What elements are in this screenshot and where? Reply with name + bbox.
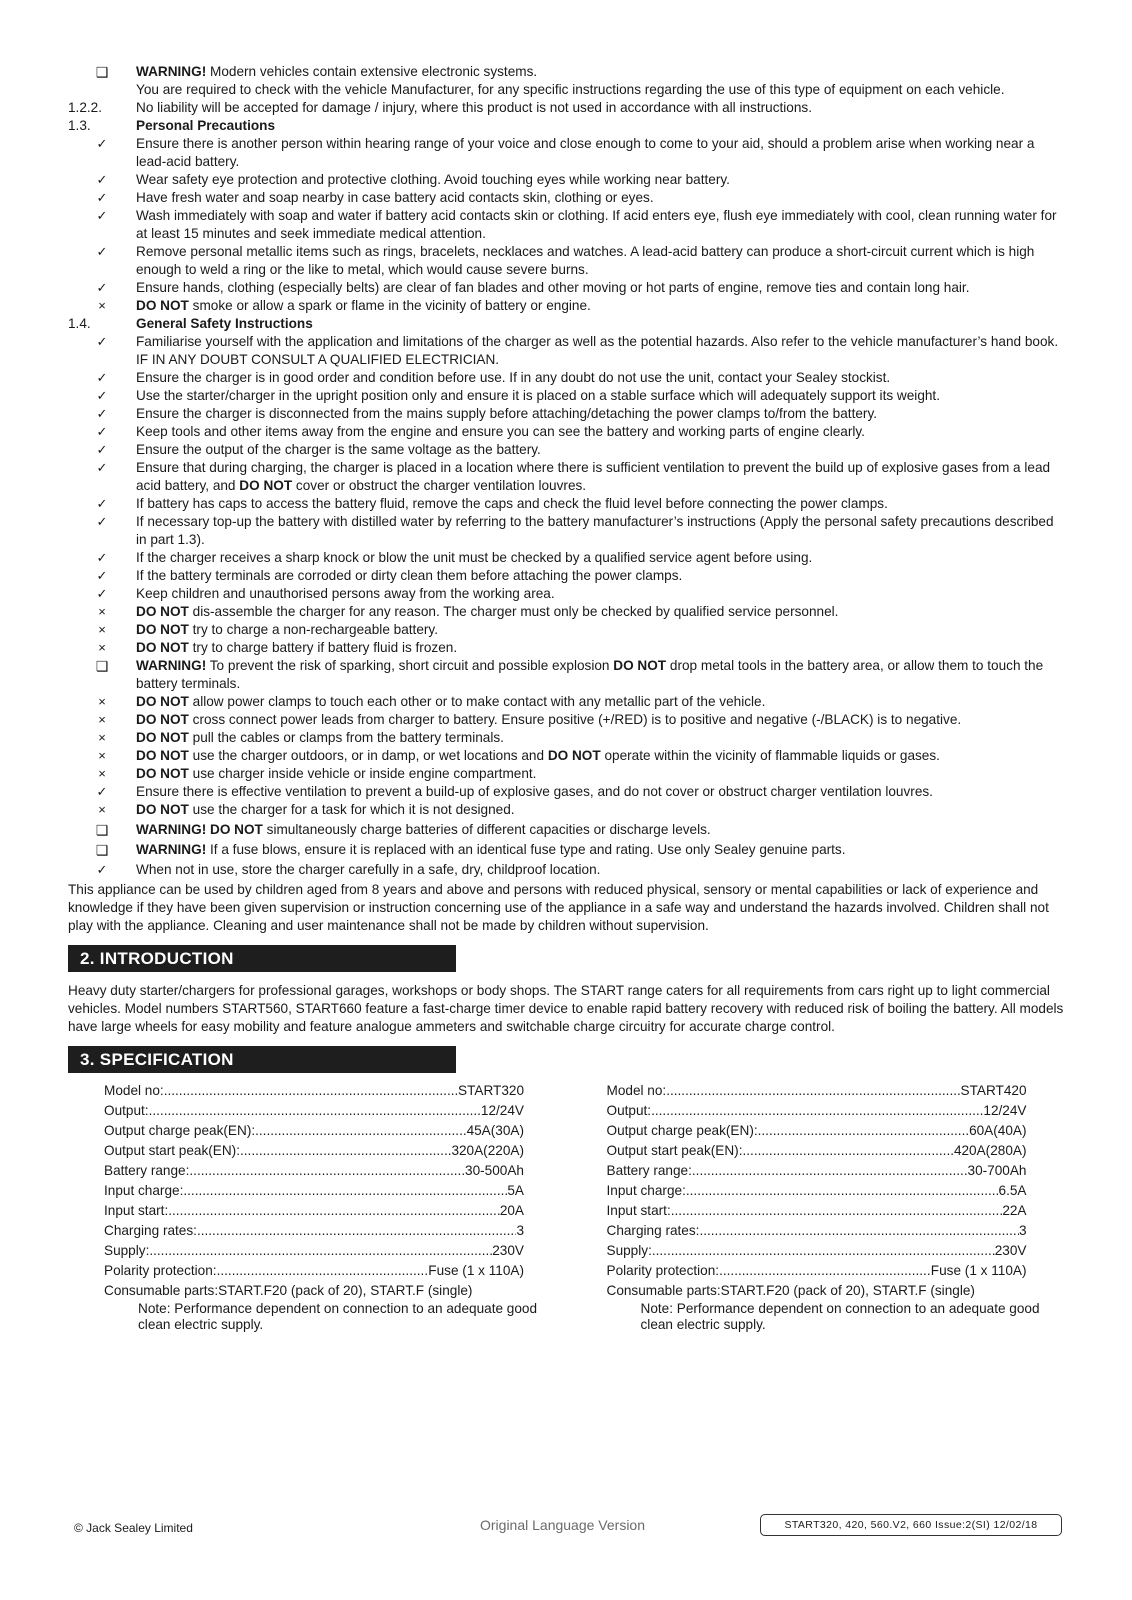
warning-item (68, 63, 1065, 99)
warning-item (68, 657, 1065, 693)
checkbox-icon: ❑ (95, 822, 109, 838)
list-item-text: cover or obstruct the charger ventilation louvres. (292, 478, 587, 493)
list-item-text: try to charge battery if battery fluid is frozen. (188, 640, 458, 655)
spec-key: Output: (606, 1103, 652, 1118)
spec-note: Note: Performance dependent on connection to an adequate good clean electric supply. (138, 1301, 538, 1332)
cross-icon: × (98, 748, 106, 763)
list-item-donot (68, 765, 1065, 783)
warning-text: To prevent the risk of sparking, short circuit and possible explosion (206, 658, 614, 673)
check-icon: ✓ (96, 784, 108, 799)
list-item-text: Familiarise yourself with the application and limitations of the charger as well as the potential hazards. Also refer to the vehicle manufacturer’s hand book. IF IN ANY DOUBT CONSULT A QUALIFIED ELECTRICIAN. (136, 334, 1059, 367)
do-not-label: DO NOT (239, 478, 293, 493)
consumable-parts: Consumable parts:START.F20 (pack of 20), START.F (single) (104, 1283, 473, 1298)
specification-heading: 3. SPECIFICATION (68, 1046, 456, 1073)
list-item-text: If the battery terminals are corroded or dirty clean them before attaching the power clamps. (136, 568, 683, 583)
check-icon: ✓ (96, 442, 108, 457)
list-item-text: Remove personal metallic items such as rings, bracelets, necklaces and watches. A lead-acid battery can produce a short-circuit current which is high enough to weld a ring or the like to metal, which would cause severe burns. (136, 244, 1035, 277)
warning-text: If a fuse blows, ensure it is replaced with an identical fuse type and rating. Use only Sealey genuine parts. (206, 842, 846, 857)
spec-row (607, 1161, 1027, 1181)
list-item (68, 495, 1065, 513)
check-icon: ✓ (96, 388, 108, 403)
list-item-donot (68, 621, 1065, 639)
check-icon: ✓ (96, 244, 108, 259)
list-item (68, 135, 1065, 171)
do-not-label: DO NOT (136, 802, 189, 817)
list-item-text: pull the cables or clamps from the battery terminals. (188, 730, 504, 745)
spec-key: Charging rates: (104, 1223, 197, 1238)
spec-value: 420A(280A) (953, 1143, 1027, 1158)
do-not-label: DO NOT (136, 730, 189, 745)
warning-text-2: You are required to check with the vehicle Manufacturer, for any specific instructions regarding the use of this type of equipment on each vehicle. (136, 82, 1005, 97)
copyright: © Jack Sealey Limited (74, 1521, 193, 1535)
cross-icon: × (98, 298, 106, 313)
do-not-label: DO NOT (136, 694, 189, 709)
spec-key: Output start peak(EN): (104, 1143, 240, 1158)
do-not-label: DO NOT (613, 658, 667, 673)
list-item-text: use charger inside vehicle or inside engine compartment. (188, 766, 537, 781)
warning-label: WARNING! (136, 842, 207, 857)
cross-icon: × (98, 802, 106, 817)
list-item (68, 189, 1065, 207)
do-not-label: DO NOT (136, 712, 189, 727)
list-item-text: dis-assemble the charger for any reason. The charger must only be checked by qualified service personnel. (188, 604, 839, 619)
section-1-2-2 (68, 99, 1065, 117)
do-not-label: DO NOT (136, 748, 189, 763)
check-icon: ✓ (96, 370, 108, 385)
spec-row (104, 1181, 524, 1201)
spec-key: Supply: (606, 1243, 652, 1258)
list-item (68, 369, 1065, 387)
list-item (68, 279, 1065, 297)
list-item-text: Ensure hands, clothing (especially belts) are clear of fan blades and other moving or hot parts of engine, remove ties and contain long hair. (136, 280, 970, 295)
cross-icon: × (98, 604, 106, 619)
check-icon: ✓ (96, 496, 108, 511)
spec-row (104, 1201, 524, 1221)
children-paragraph: This appliance can be used by children aged from 8 years and above and persons with reduced physical, sensory or mental capabilities or lack of experience and knowledge if they have been given supervision or instruction concerning use of the appliance in a safe way and understand the hazards involved. Children shall not play with the appliance. Cleaning and user maintenance shall not be made by children without supervision. (68, 882, 1049, 933)
list-item-text: Use the starter/charger in the upright position only and ensure it is placed on a stable surface which will adequately support its weight. (136, 388, 940, 403)
check-icon: ✓ (96, 586, 108, 601)
spec-key: Model no: (104, 1083, 164, 1098)
spec-value: 20A (499, 1203, 524, 1218)
specification-table (68, 1081, 1065, 1333)
list-item (68, 567, 1065, 585)
spec-key: Input start: (606, 1203, 671, 1218)
do-not-label: DO NOT (136, 298, 189, 313)
check-icon: ✓ (96, 550, 108, 565)
list-item-text: Ensure the output of the charger is the same voltage as the battery. (136, 442, 541, 457)
list-item-text: If necessary top-up the battery with distilled water by referring to the battery manufacturer’s instructions (Apply the personal safety precautions described in part 1.3). (136, 514, 1054, 547)
document-reference: START320, 420, 560.V2, 660 Issue:2(SI) 12/02/18 (760, 1514, 1062, 1536)
introduction-heading: 2. INTRODUCTION (68, 945, 456, 972)
section-1-4-heading (68, 315, 1065, 333)
spec-key: Polarity protection: (606, 1263, 720, 1278)
spec-key: Output start peak(EN): (606, 1143, 743, 1158)
list-item (68, 171, 1065, 189)
spec-row (607, 1181, 1027, 1201)
check-icon: ✓ (96, 862, 108, 877)
spec-key: Output: (104, 1103, 149, 1118)
check-icon: ✓ (96, 424, 108, 439)
spec-value: 5A (507, 1183, 524, 1198)
spec-value: 3 (516, 1223, 524, 1238)
check-icon: ✓ (96, 172, 108, 187)
list-item-text: Have fresh water and soap nearby in case battery acid contacts skin, clothing or eyes. (136, 190, 654, 205)
list-item (68, 423, 1065, 441)
warning-text: drop metal tools in the battery area, or allow them to touch the battery terminals. (136, 658, 1044, 691)
section-number: 1.4. (68, 316, 91, 331)
list-item-text: cross connect power leads from charger to battery. Ensure positive (+/RED) is to positive and negative (-/BLACK) is to negative. (188, 712, 962, 727)
list-item-text: Ensure that during charging, the charger is placed in a location where there is sufficient ventilation to prevent the build up of explosive gases from a lead acid battery, and (136, 460, 1051, 493)
list-item (68, 243, 1065, 279)
check-icon: ✓ (96, 280, 108, 295)
spec-row (607, 1141, 1027, 1161)
spec-key: Charging rates: (606, 1223, 700, 1238)
spec-row (607, 1241, 1027, 1261)
spec-row (104, 1101, 524, 1121)
spec-row (104, 1261, 524, 1281)
spec-key: Battery range: (606, 1163, 692, 1178)
spec-key: Input start: (104, 1203, 169, 1218)
spec-value: 22A (1002, 1203, 1027, 1218)
spec-row (607, 1221, 1027, 1241)
spec-row (607, 1261, 1027, 1281)
list-item-text: Keep children and unauthorised persons away from the working area. (136, 586, 555, 601)
do-not-label: DO NOT (136, 622, 189, 637)
list-item (68, 549, 1065, 567)
checkbox-icon: ❑ (95, 64, 109, 80)
spec-column-start420 (567, 1081, 1066, 1333)
check-icon: ✓ (96, 406, 108, 421)
check-icon: ✓ (96, 190, 108, 205)
warning-text: Modern vehicles contain extensive electronic systems. (206, 64, 538, 79)
spec-key: Polarity protection: (104, 1263, 217, 1278)
spec-row (104, 1141, 524, 1161)
section-title: Personal Precautions (136, 118, 276, 133)
cross-icon: × (98, 622, 106, 637)
spec-key: Output charge peak(EN): (606, 1123, 758, 1138)
spec-row (104, 1081, 524, 1101)
list-item-text: smoke or allow a spark or flame in the vicinity of battery or engine. (188, 298, 591, 313)
list-item-text: Wear safety eye protection and protective clothing. Avoid touching eyes while working near battery. (136, 172, 730, 187)
warning-item (68, 821, 1065, 839)
list-item-text: If battery has caps to access the battery fluid, remove the caps and check the fluid level before connecting the power clamps. (136, 496, 888, 511)
list-item-text: allow power clamps to touch each other or to make contact with any metallic part of the vehicle. (188, 694, 766, 709)
warning-text: simultaneously charge batteries of different capacities or discharge levels. (262, 822, 711, 837)
do-not-label: DO NOT (547, 748, 601, 763)
spec-value: 230V (994, 1243, 1027, 1258)
section-text: No liability will be accepted for damage / injury, where this product is not used in accordance with all instructions. (136, 100, 812, 115)
manual-page (68, 63, 1065, 1333)
section-title: General Safety Instructions (136, 316, 313, 331)
spec-value: Fuse (1 x 110A) (428, 1263, 524, 1278)
list-item-text: Ensure there is effective ventilation to prevent a build-up of explosive gases, and do not cover or obstruct charger ventilation louvres. (136, 784, 933, 799)
list-item-text: Ensure the charger is disconnected from the mains supply before attaching/detaching the power clamps to/from the battery. (136, 406, 878, 421)
spec-row (104, 1121, 524, 1141)
spec-row (104, 1221, 524, 1241)
warning-label: WARNING! (136, 64, 207, 79)
spec-value: 230V (492, 1243, 524, 1258)
cross-icon: × (98, 766, 106, 781)
check-icon: ✓ (96, 136, 108, 151)
cross-icon: × (98, 694, 106, 709)
section-number: 1.3. (68, 118, 91, 133)
spec-value: 30-500Ah (465, 1163, 524, 1178)
language-version: Original Language Version (480, 1517, 646, 1533)
check-icon: ✓ (96, 568, 108, 583)
list-item (68, 441, 1065, 459)
spec-value: 12/24V (480, 1103, 524, 1118)
list-item-text: operate within the vicinity of flammable liquids or gases. (600, 748, 940, 763)
list-item-text: Ensure the charger is in good order and condition before use. If in any doubt do not use the unit, contact your Sealey stockist. (136, 370, 891, 385)
list-item (68, 513, 1065, 549)
list-item (68, 333, 1065, 369)
spec-value: 6.5A (998, 1183, 1027, 1198)
spec-note: Note: Performance dependent on connection to an adequate good clean electric supply. (640, 1301, 1040, 1332)
warning-item (68, 841, 1065, 859)
list-item-donot (68, 729, 1065, 747)
spec-key: Output charge peak(EN): (104, 1123, 256, 1138)
spec-row (607, 1081, 1027, 1101)
spec-value: 12/24V (983, 1103, 1027, 1118)
checkbox-icon: ❑ (95, 658, 109, 674)
list-item-text: When not in use, store the charger carefully in a safe, dry, childproof location. (136, 862, 601, 877)
spec-key: Input charge: (104, 1183, 184, 1198)
spec-column-start320 (68, 1081, 567, 1333)
spec-row (104, 1241, 524, 1261)
spec-row (104, 1161, 524, 1181)
spec-key: Model no: (606, 1083, 667, 1098)
spec-row (607, 1201, 1027, 1221)
introduction-text: Heavy duty starter/chargers for professional garages, workshops or body shops. The START range caters for all requirements from cars right up to light commercial vehicles. Model numbers START560, START660 feature a fast-charge timer device to enable rapid battery recovery with reduced risk of boiling the battery. All models have large wheels for easy mobility and feature analogue ammeters and switchable charge circuitry for accurate charge control. (68, 983, 1064, 1034)
section-1-3-heading (68, 117, 1065, 135)
list-item-text: use the charger outdoors, or in damp, or wet locations and (188, 748, 548, 763)
spec-value: START320 (458, 1083, 524, 1098)
spec-value: 60A(40A) (969, 1123, 1027, 1138)
list-item-donot (68, 693, 1065, 711)
list-item (68, 861, 1065, 879)
list-item-donot (68, 711, 1065, 729)
list-item (68, 459, 1065, 495)
spec-row (607, 1121, 1027, 1141)
spec-value: 45A(30A) (466, 1123, 524, 1138)
warning-label: WARNING! DO NOT (136, 822, 263, 837)
spec-value: 320A(220A) (451, 1143, 524, 1158)
spec-key: Supply: (104, 1243, 150, 1258)
checkbox-icon: ❑ (95, 842, 109, 858)
list-item-donot (68, 297, 1065, 315)
check-icon: ✓ (96, 334, 108, 349)
list-item-text: try to charge a non-rechargeable battery. (188, 622, 438, 637)
list-item-text: use the charger for a task for which it is not designed. (188, 802, 515, 817)
spec-key: Battery range: (104, 1163, 190, 1178)
list-item-text: If the charger receives a sharp knock or blow the unit must be checked by a qualified service agent before using. (136, 550, 813, 565)
check-icon: ✓ (96, 208, 108, 223)
list-item-donot (68, 801, 1065, 819)
list-item (68, 585, 1065, 603)
list-item (68, 405, 1065, 423)
spec-value: Fuse (1 x 110A) (930, 1263, 1027, 1278)
list-item (68, 783, 1065, 801)
do-not-label: DO NOT (136, 604, 189, 619)
spec-key: Input charge: (606, 1183, 686, 1198)
warning-label: WARNING! (136, 658, 207, 673)
spec-value: 3 (1018, 1223, 1027, 1238)
check-icon: ✓ (96, 514, 108, 529)
consumable-parts: Consumable parts:START.F20 (pack of 20), START.F (single) (606, 1283, 975, 1298)
spec-value: 30-700Ah (967, 1163, 1027, 1178)
check-icon: ✓ (96, 460, 108, 475)
list-item-donot (68, 603, 1065, 621)
spec-row (607, 1101, 1027, 1121)
cross-icon: × (98, 640, 106, 655)
list-item-text: Wash immediately with soap and water if battery acid contacts skin or clothing. If acid enters eye, flush eye immediately with cool, clean running water for at least 15 minutes and seek immediate medical attention. (136, 208, 1057, 241)
list-item-donot (68, 639, 1065, 657)
do-not-label: DO NOT (136, 766, 189, 781)
list-item-donot (68, 747, 1065, 765)
section-number: 1.2.2. (68, 100, 103, 115)
cross-icon: × (98, 730, 106, 745)
do-not-label: DO NOT (136, 640, 189, 655)
list-item-text: Keep tools and other items away from the engine and ensure you can see the battery and working parts of engine clearly. (136, 424, 865, 439)
list-item-text: Ensure there is another person within hearing range of your voice and close enough to come to your aid, should a problem arise when working near a lead-acid battery. (136, 136, 1035, 169)
list-item (68, 207, 1065, 243)
cross-icon: × (98, 712, 106, 727)
spec-value: START420 (960, 1083, 1027, 1098)
list-item (68, 387, 1065, 405)
